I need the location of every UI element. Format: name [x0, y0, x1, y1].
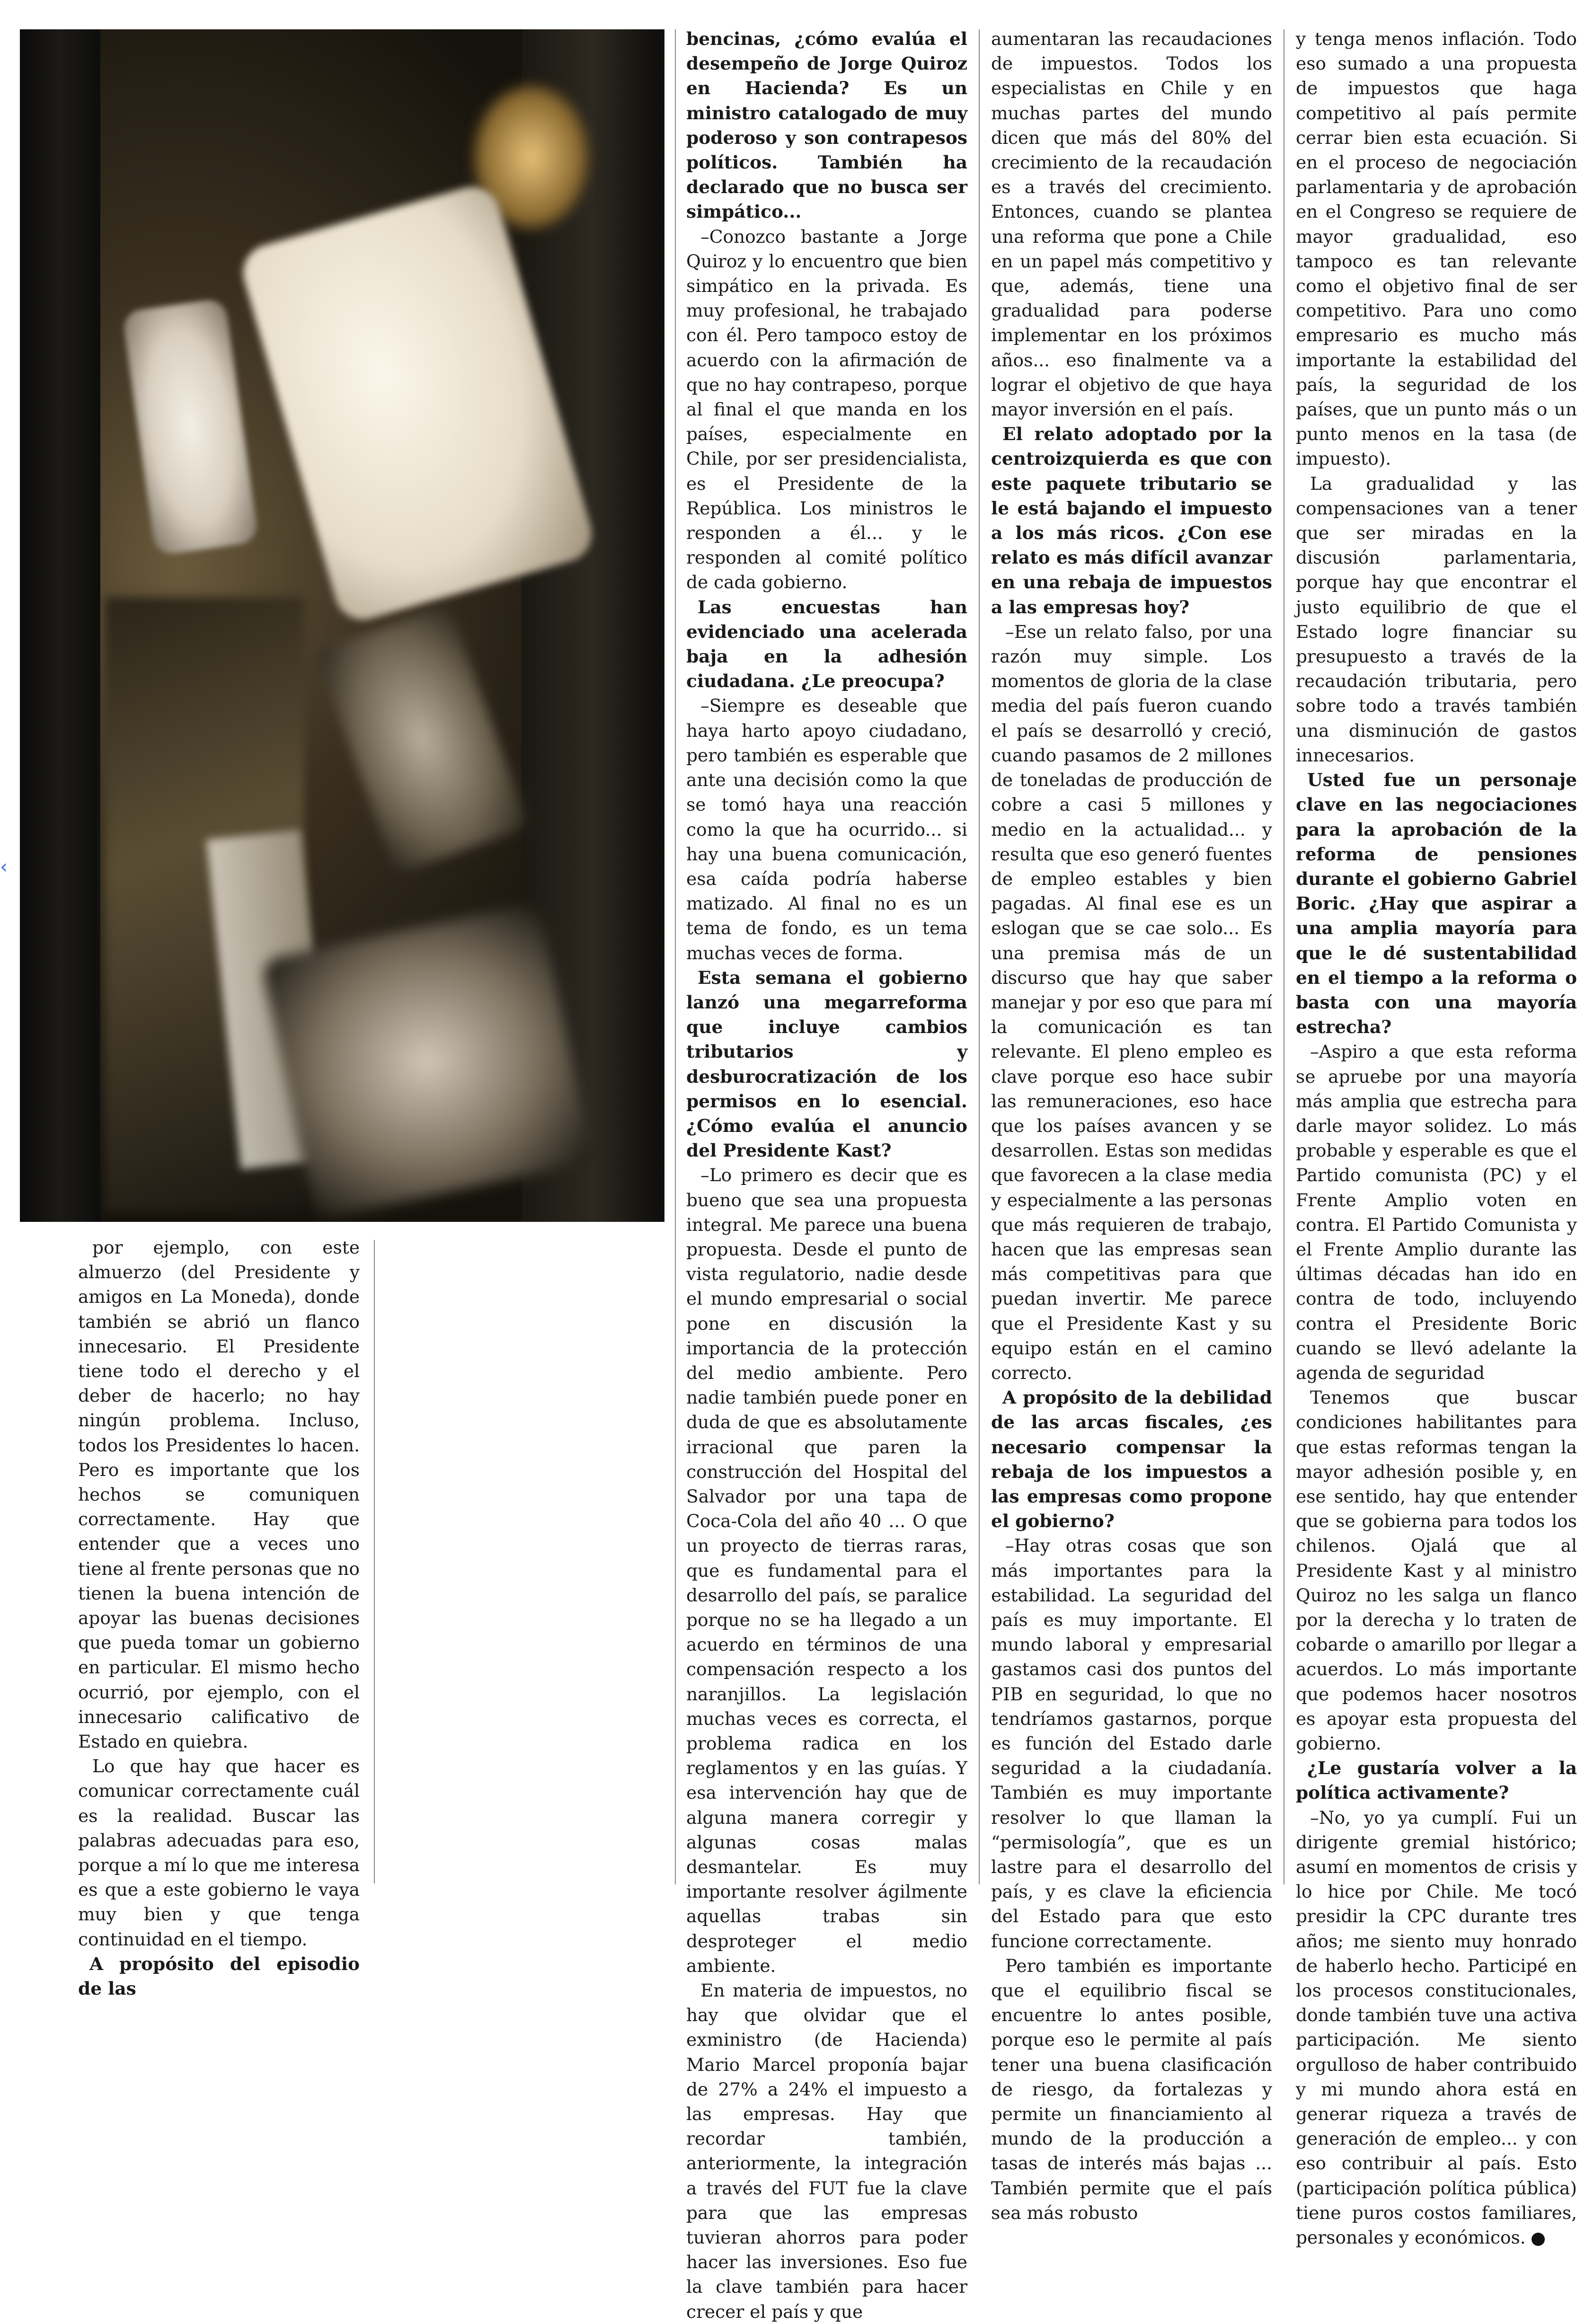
prev-page-icon[interactable]: ‹	[0, 856, 8, 878]
interview-question: Esta semana el gobierno lanzó una megarreforma que incluye cambios tributarios y desburocratización de los permisos en lo esencial. ¿Cómo evalúa el anuncio del Presidente Kast?	[686, 967, 967, 1161]
interview-answer: En materia de impuestos, no hay que olvidar que el exministro (de Hacienda) Mario Marcel proponía bajar de 27% a 24% el impuesto a las empresas. Hay que recordar también, anteriormente, la integración a través del FUT fue la clave para que las empresas tuvieran ahorros para poder hacer las inversiones. Eso fue la clave también para hacer crecer el país y que	[686, 1980, 967, 2322]
interview-answer: –Conozco bastante a Jorge Quiroz y lo encuentro que bien simpático en la privada. Es muy profesional, he trabajado con él. Pero tampoco estoy de acuerdo con la afirmación de que no hay contrapeso, porque al final el que manda en los países, especialmente en Chile, por ser presidencialista, es el Presidente de la República. Los ministros le responden a él... y le responden al comité político de cada gobierno.	[686, 226, 967, 593]
interview-question: ¿Le gustaría volver a la política activamente?	[1296, 1758, 1577, 1803]
column-divider	[979, 29, 980, 1884]
interview-answer: Pero también es importante que el equilibrio fiscal se encuentre lo antes posible, porque eso le permite al país tener una buena clasificación de riesgo, da fortalezas y permite un financiamiento al mundo de la producción a tasas de interés más bajas ... También permite que el país sea más robusto	[991, 1955, 1272, 2223]
article-column-4	[1296, 27, 1577, 2250]
interview-answer: –Hay otras cosas que son más importantes para la estabilidad. La seguridad del país es muy importante. El mundo laboral y empresarial gastamos casi dos puntos del PIB en seguridad, lo que no tendríamos gastarnos, porque es función del Estado darle seguridad a la ciudadanía. También es muy importante resolver lo que llaman la “permisología”, que es un lastre para el desarrollo del país, y es clave la eficiencia del Estado para que esto funcione correctamente.	[991, 1535, 1272, 1952]
article-photo	[20, 29, 664, 1222]
column-divider	[675, 29, 676, 1884]
interview-answer: Tenemos que buscar condiciones habilitantes para que estas reformas tengan la mayor adhesión posible y, en ese sentido, hay que entender que se gobierna para todos los chilenos. Ojalá que al Presidente Kast y al ministro Quiroz no les salga un flanco por la derecha y lo traten de cobarde o amarillo por llegar a acuerdos. Lo más importante que podemos hacer nosotros es apoyar esta propuesta del gobierno.	[1296, 1387, 1577, 1754]
interview-answer: –No, yo ya cumplí. Fui un dirigente gremial histórico; asumí en momentos de crisis y lo hice por Chile. Me tocó presidir la CPC durante tres años; me siento muy honrado de haberlo hecho. Participé en los procesos constitucionales, donde también tuve una activa participación. Me siento orgulloso de haber contribuido y mi mundo ahora está en generar riqueza a través de generación de empleo... y con eso contribuir al país. Esto (participación política pública) tiene puros costos familiares, personales y económicos. P	[1296, 1807, 1577, 2248]
interview-answer: aumentaran las recaudaciones de impuestos. Todos los especialistas en Chile y en muchas partes del mundo dicen que más del 80% del crecimiento de la recaudación es a través del crecimiento. Entonces, cuando se plantea una reforma que pone a Chile en un papel más competitivo y que, además, tiene una gradualidad para poderse implementar en los próximos años... eso finalmente va a lograr el objetivo de que haya mayor inversión en el país.	[991, 28, 1272, 420]
interview-question: Usted fue un personaje clave en las negociaciones para la aprobación de la reforma de pensiones durante el gobierno Gabriel Boric. ¿Hay que aspirar a una amplia mayoría para que le dé sustentabilidad en el tiempo a la reforma o basta con una mayoría estrecha?	[1296, 769, 1577, 1038]
photo-blur-mid	[315, 604, 530, 875]
interview-answer: Lo que hay que hacer es comunicar correctamente cuál es la realidad. Buscar las palabras adecuadas para eso, porque a mí lo que me interesa es que a este gobierno le vaya muy bien y que tenga continuidad en el tiempo.	[78, 1756, 360, 1950]
article-column-2	[686, 27, 967, 2324]
interview-question: El relato adoptado por la centroizquierda es que con este paquete tributario se le está bajando el impuesto a los más ricos. ¿Con ese relato es más difícil avanzar en una rebaja de impuestos a las empresas hoy?	[991, 424, 1272, 618]
article-column-3	[991, 27, 1272, 2225]
interview-answer: por ejemplo, con este almuerzo (del Presidente y amigos en La Moneda), donde también se abrió un flanco innecesario. El Presidente tiene todo el derecho y el deber de hacerlo; no hay ningún problema. Incluso, todos los Presidentes lo hacen. Pero es importante que los hechos se comuniquen correctamente. Hay que entender que a veces uno tiene al frente personas que no tienen la buena intención de apoyar las buenas decisiones que pueda tomar un gobierno en particular. El mismo hecho ocurrió, por ejemplo, con el innecesario calificativo de Estado en quiebra.	[78, 1237, 360, 1752]
interview-question: A propósito del episodio de las	[78, 1953, 360, 1999]
interview-question: Las encuestas han evidenciado una acelerada baja en la adhesión ciudadana. ¿Le preocupa?	[686, 596, 967, 692]
interview-answer: –Aspiro a que esta reforma se apruebe por una mayoría más amplia que estrecha para darle mayor solidez. Lo más probable y esperable es que el Partido comunista (PC) y el Frente Amplio voten en contra. El Partido Comunista y el Frente Amplio durante las últimas décadas han ido en contra de todo, incluyendo contra el Presidente Boric cuando se llevó adelante la agenda de seguridad	[1296, 1041, 1577, 1383]
interview-answer: y tenga menos inflación. Todo eso sumado a una propuesta de impuestos que haga competitivo al país permite cerrar bien esta ecuación. Si en el proceso de negociación parlamentaria y de aprobación en el Congreso se requiere de mayor gradualidad, eso tampoco es tan relevante como el objetivo final de ser competitivo. Para uno como empresario es mucho más importante la estabilidad del país, la seguridad de los países, que un punto más o un punto menos en la tasa (de impuesto).	[1296, 28, 1577, 469]
photo-dark-panel-left	[20, 29, 100, 1222]
photo-lamp-left	[122, 298, 259, 556]
interview-question: A propósito de la debilidad de las arcas fiscales, ¿es necesario compensar la rebaja de los impuestos a las empresas como propone el gobierno?	[991, 1387, 1272, 1532]
interview-answer: –Ese un relato falso, por una razón muy simple. Los momentos de gloria de la clase media del país fueron cuando el país se desarrolló y creció, cuando pasamos de 2 millones de toneladas de producción de cobre a casi 5 millones y medio en la actualidad... y resulta que eso generó fuentes de empleo estables y bien pagadas. Al final ese es un eslogan que se cae solo... Es una premisa más de un discurso que hay que saber manejar y por eso que para mí la comunicación es tan relevante. El pleno empleo es clave porque eso hace subir las remuneraciones, eso hace que los países avancen y se desarrollen. Estas son medidas que favorecen a la clase media y especialmente a las personas que más requieren de trabajo, hacen que las empresas sean más competitivas para que puedan invertir. Me parece que el Presidente Kast y su equipo están en el camino correcto.	[991, 621, 1272, 1383]
article-column-1	[78, 1235, 360, 2001]
interview-answer: –Siempre es deseable que haya harto apoyo ciudadano, pero también es esperable que ante una decisión como la que se tomó haya una reacción como la que ha ocurrido... si hay una buena comunicación, esa caída podría haberse matizado. Al final no es un tema de fondo, es un tema muchas veces de forma.	[686, 695, 967, 963]
interview-answer: –Lo primero es decir que es bueno que sea una propuesta integral. Me parece una buena propuesta. Desde el punto de vista regulatorio, nadie desde el mundo empresarial o social pone en discusión la importancia de la protección del medio ambiente. Pero nadie también puede poner en duda de que es absolutamente irracional que paren la construcción del Hospital del Salvador por una tapa de Coca-Cola del año 40 ... O que un proyecto de tierras raras, que es fundamental para el desarrollo del país, se paralice porque no se ha llegado a un acuerdo en términos de una compensación respecto a los naranjillos. La legislación muchas veces es correcta, el problema radica en los reglamentos y en las guías. Y esa intervención hay que de alguna manera corregir y algunas cosas malas desmantelar. Es muy importante resolver ágilmente aquellas trabas sin desproteger el medio ambiente.	[686, 1165, 967, 1976]
column-divider	[374, 1240, 375, 1883]
interview-question: bencinas, ¿cómo evalúa el desempeño de Jorge Quiroz en Hacienda? Es un ministro catalogado de muy poderoso y son contrapesos políticos. También ha declarado que no busca ser simpático...	[686, 28, 967, 222]
article-end-icon: P	[1532, 2233, 1545, 2246]
interview-answer: La gradualidad y las compensaciones van a tener que ser miradas en la discusión parlamentaria, porque hay que encontrar el justo equilibrio de que el Estado logre financiar su presupuesto a través de la recaudación tributaria, pero sobre todo a través también una disminución de gastos innecesarios.	[1296, 473, 1577, 766]
